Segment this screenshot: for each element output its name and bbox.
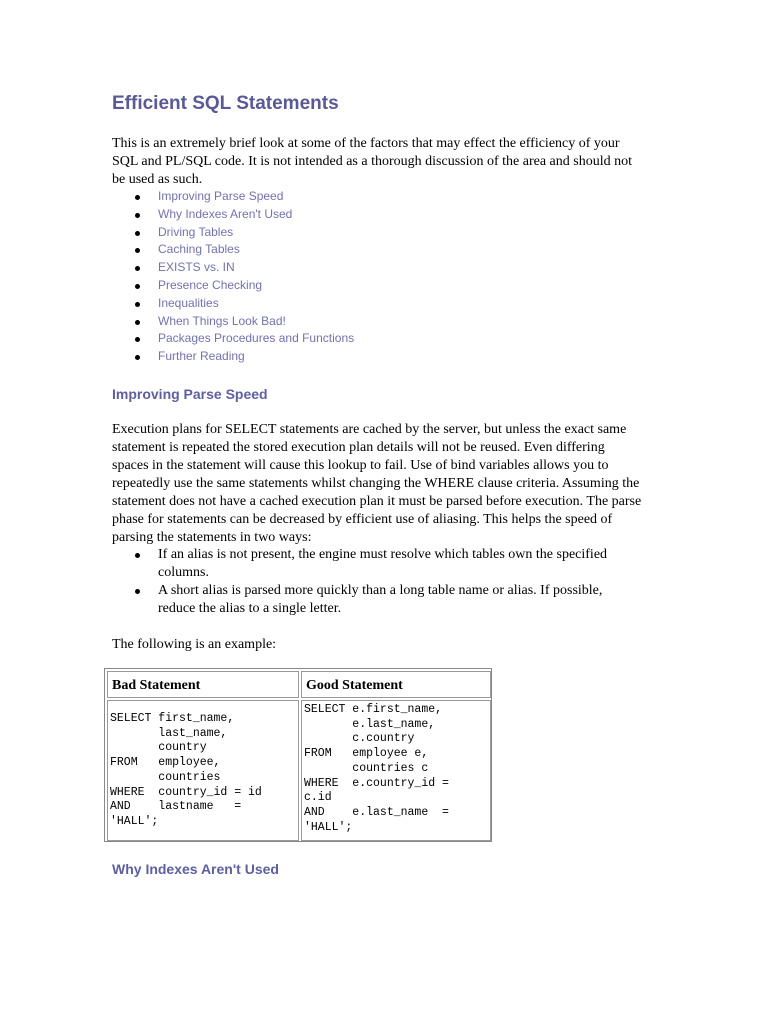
toc-item bbox=[112, 313, 354, 331]
list-item bbox=[112, 546, 642, 582]
sql-comparison-table bbox=[104, 668, 492, 842]
bullet-icon bbox=[135, 213, 140, 218]
toc-link-when-things-look-bad[interactable]: When Things Look Bad! bbox=[158, 313, 286, 328]
toc-link-packages-procedures-functions[interactable]: Packages Procedures and Functions bbox=[158, 331, 355, 346]
bullet-icon bbox=[135, 266, 140, 271]
bullet-icon bbox=[135, 231, 140, 236]
example-intro: The following is an example: bbox=[112, 637, 277, 652]
toc-item bbox=[112, 330, 354, 348]
toc-item bbox=[112, 206, 354, 224]
section-heading-improving-parse-speed: Improving Parse Speed bbox=[112, 386, 268, 402]
bullet-icon bbox=[135, 195, 140, 200]
toc-link-inequalities[interactable]: Inequalities bbox=[158, 295, 219, 310]
toc-link-why-indexes-arent-used[interactable]: Why Indexes Aren't Used bbox=[158, 206, 293, 221]
toc-link-further-reading[interactable]: Further Reading bbox=[158, 349, 245, 364]
bad-statement-code: SELECT first_name, last_name, country FROM employee, countries WHERE country_id = id AND lastname = 'HALL'; bbox=[110, 712, 262, 828]
toc-item bbox=[112, 277, 354, 295]
toc-link-exists-vs-in[interactable]: EXISTS vs. IN bbox=[158, 260, 235, 275]
list-item bbox=[112, 582, 642, 618]
toc-item bbox=[112, 295, 354, 313]
toc-link-driving-tables[interactable]: Driving Tables bbox=[158, 224, 234, 239]
bad-statement-header: Bad Statement bbox=[107, 671, 299, 698]
bullet-icon bbox=[135, 589, 140, 594]
bullet-icon bbox=[135, 302, 140, 307]
parse-speed-paragraph: Execution plans for SELECT statements are cached by the server, but unless the exact same statement is repeated the stored execution plan details will not be reused. Even differing spaces in the statement will cause this lookup to fail. Use of bind variables allows you to repeatedly use the same statements whilst changing the WHERE clause criteria. Assuming the statement does not have a cached execution plan it must be parsed before execution. The parse phase for statements can be decreased by efficient use of aliasing. This helps the speed of parsing the statements in two ways: bbox=[112, 422, 642, 545]
bullet-icon bbox=[135, 553, 140, 558]
bullet-icon bbox=[135, 337, 140, 342]
toc-item bbox=[112, 241, 354, 259]
toc-link-presence-checking[interactable]: Presence Checking bbox=[158, 277, 263, 292]
bullet-icon bbox=[135, 284, 140, 289]
good-statement-cell bbox=[301, 700, 491, 841]
toc-link-caching-tables[interactable]: Caching Tables bbox=[158, 242, 240, 257]
bullet-text: A short alias is parsed more quickly than a long table name or alias. If possible, reduce the alias to a single letter. bbox=[158, 583, 603, 616]
page-title: Efficient SQL Statements bbox=[112, 93, 339, 114]
good-statement-code: SELECT e.first_name, e.last_name, c.country FROM employee e, countries c WHERE e.country_id = c.id AND e.last_name = 'HALL'; bbox=[304, 703, 449, 834]
toc-item bbox=[112, 348, 354, 366]
bullet-text: If an alias is not present, the engine must resolve which tables own the specified columns. bbox=[158, 547, 608, 580]
section-heading-why-indexes: Why Indexes Aren't Used bbox=[112, 861, 279, 877]
bullet-icon bbox=[135, 248, 140, 253]
bullet-icon bbox=[135, 320, 140, 325]
good-statement-header: Good Statement bbox=[301, 671, 491, 698]
table-of-contents bbox=[112, 188, 354, 366]
bullet-icon bbox=[135, 355, 140, 360]
toc-link-improving-parse-speed[interactable]: Improving Parse Speed bbox=[158, 189, 284, 203]
parse-speed-bullets bbox=[112, 546, 652, 618]
toc-item bbox=[112, 188, 354, 206]
bad-statement-cell bbox=[107, 700, 299, 841]
toc-item bbox=[112, 259, 354, 277]
toc-item bbox=[112, 224, 354, 242]
intro-paragraph: This is an extremely brief look at some of the factors that may effect the efficiency of your SQL and PL/SQL code. It is not intended as a thorough discussion of the area and should not be used as such. bbox=[112, 136, 632, 187]
